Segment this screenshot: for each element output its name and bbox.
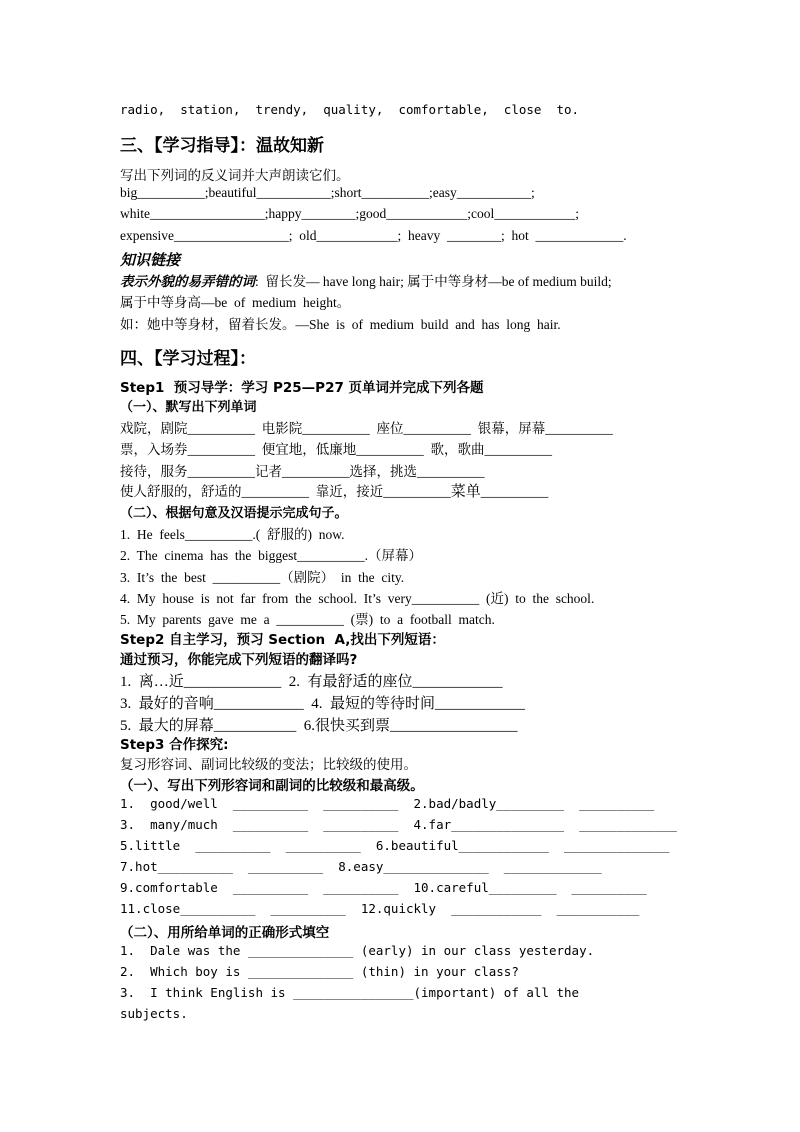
knowledge-link-title: 知识链接 <box>120 253 181 269</box>
phrase-row-2: 3. 最好的音响____________ 4. 最短的等待时间____________ <box>120 696 526 712</box>
sentence-4: 4. My house is not far from the school. It’s very__________ (近) to the school. <box>120 591 595 606</box>
phrase-row-1: 1. 离…近_____________ 2. 有最舒适的座位____________ <box>120 674 503 690</box>
step2-title: Step2 自主学习，预习 Section A,找出下列短语： <box>120 632 445 648</box>
part3-title: （一）、写出下列形容词和副词的比较级和最高级。 <box>120 778 424 794</box>
sentence-3: 3. It’s the best __________（剧院） in the city. <box>120 570 405 585</box>
compare-row-3: 5.little __________ __________ 6.beautiful____________ ______________ <box>120 838 670 853</box>
part4-title: （二）、用所给单词的正确形式填空 <box>120 925 330 941</box>
vocab-row-4 <box>120 480 548 501</box>
appearance-words-text: : 留长发— have long hair; 属于中等身材—be of medium build; <box>255 274 612 289</box>
appearance-words-label: 表示外貌的易弄错的词 <box>120 274 255 289</box>
vocab-row-2: 票，入场券__________ 便宜地，低廉地__________ 歌，歌曲__________ <box>120 442 552 457</box>
section-three-heading: 三、【学习指导】：温故知新 <box>120 136 324 156</box>
vocab-row-3: 接待，服务__________记者__________选择，挑选__________ <box>120 464 485 479</box>
menu-blank: __________ <box>480 484 549 499</box>
part1-title: （一）、默写出下列单词 <box>120 400 257 415</box>
compare-row-2: 3. many/much __________ __________ 4.far_______________ _____________ <box>120 817 677 832</box>
compare-row-5: 9.comfortable __________ __________ 10.careful_________ __________ <box>120 880 647 895</box>
step3-title: Step3 合作探究: <box>120 737 229 753</box>
antonym-row-3: expensive_________________; old____________; heavy ________; hot _____________. <box>120 228 627 243</box>
appearance-words-line-2: 属于中等身高—be of medium height。 <box>120 295 351 310</box>
step3-intro: 复习形容词、副词比较级的变法；比较级的使用。 <box>120 757 417 772</box>
antonym-row-2: white_________________;happy________;good____________;cool____________; <box>120 206 579 221</box>
sentence-1: 1. He feels__________.( 舒服的) now. <box>120 527 345 542</box>
compare-row-4: 7.hot__________ __________ 8.easy______________ _____________ <box>120 859 602 874</box>
vocab-row-4-text: 使人舒服的，舒适的__________ 靠近，接近__________ <box>120 484 451 499</box>
sentence-2: 2. The cinema has the biggest__________.（屏幕） <box>120 548 422 563</box>
appearance-words-line <box>120 270 612 290</box>
step2-subtitle: 通过预习，你能完成下列短语的翻译吗? <box>120 652 358 668</box>
compare-row-1: 1. good/well __________ __________ 2.bad/badly_________ __________ <box>120 796 655 811</box>
example-sentence: 如：她中等身材，留着长发。—She is of medium build and has long hair. <box>120 317 561 332</box>
fill-sentence-2: 2. Which boy is ______________ (thin) in your class? <box>120 964 519 979</box>
fill-sentence-3-cont: subjects. <box>120 1006 188 1021</box>
phrase-row-3: 5. 最大的屏幕___________ 6.很快买到票_________________ <box>120 718 518 734</box>
vocab-row-1: 戏院，剧院__________ 电影院__________ 座位__________ 银幕，屏幕__________ <box>120 421 613 436</box>
part2-title: （二）、根据句意及汉语提示完成句子。 <box>120 506 348 521</box>
antonym-instruction: 写出下列词的反义词并大声朗读它们。 <box>120 168 350 183</box>
section-four-heading: 四、【学习过程】： <box>120 349 256 369</box>
fill-sentence-1: 1. Dale was the ______________ (early) in our class yesterday. <box>120 943 595 958</box>
fill-sentence-3: 3. I think English is ________________(important) of all the <box>120 985 580 1000</box>
compare-row-6: 11.close__________ __________ 12.quickly ____________ ___________ <box>120 901 640 916</box>
vocab-review-line: radio, station, trendy, quality, comfortable, close to. <box>120 102 580 117</box>
antonym-row-1: big__________;beautiful___________;short__________;easy___________; <box>120 185 535 200</box>
sentence-5: 5. My parents gave me a __________ (票) to a football match. <box>120 612 495 627</box>
step1-title: Step1 预习导学：学习 P25—P27 页单词并完成下列各题 <box>120 380 484 396</box>
menu-word: 菜单 <box>450 484 481 500</box>
